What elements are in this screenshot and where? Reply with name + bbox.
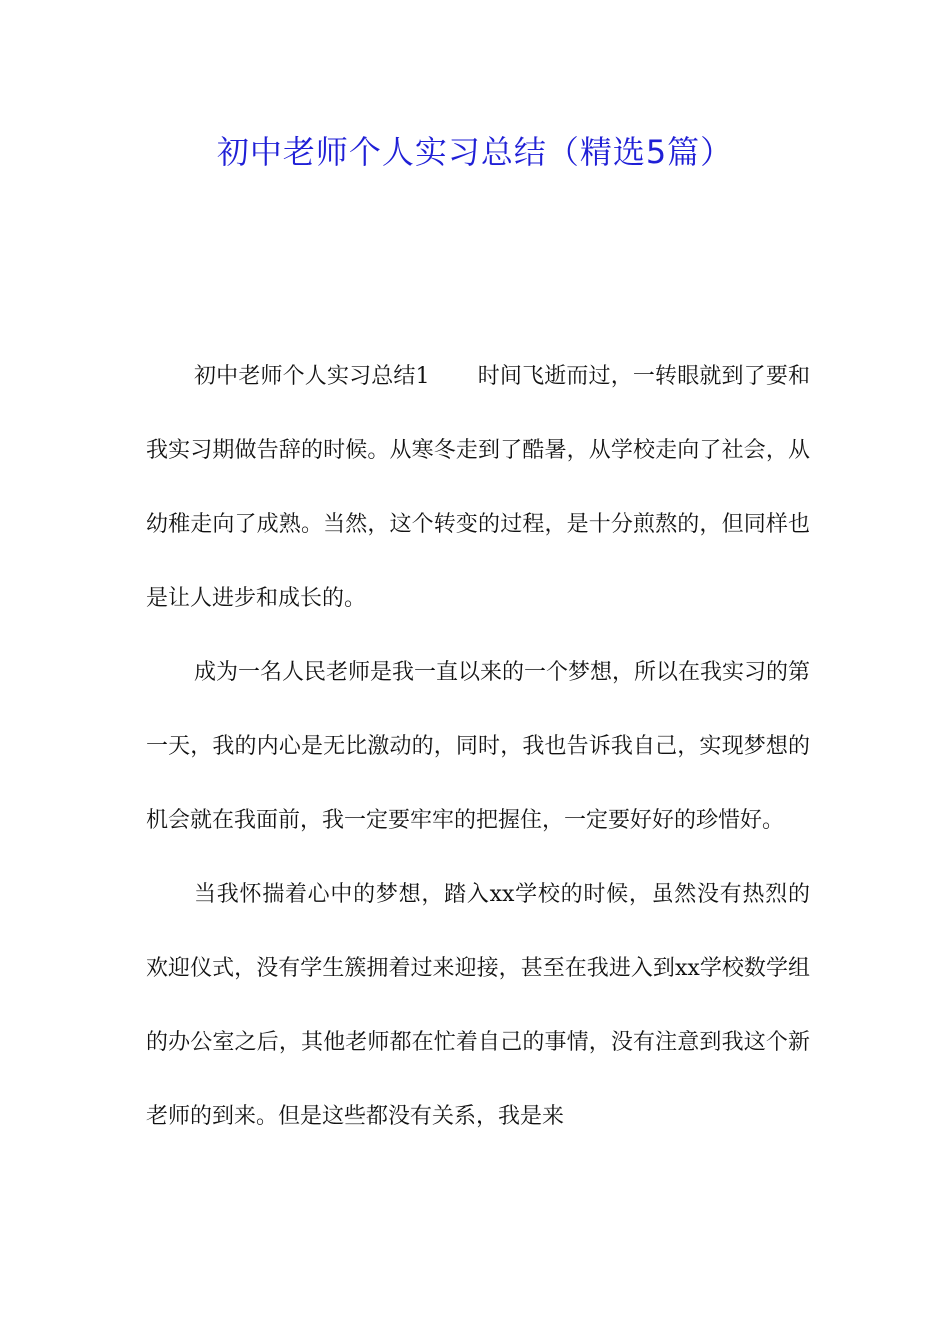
document-body [146,340,810,1154]
paragraph-text: 时间飞逝而过，一转眼就到了要和我实习期做告辞的时候。从寒冬走到了酷暑，从学校走向了社会，从幼稚走向了成熟。当然，这个转变的过程，是十分煎熬的，但同样也是让人进步和成长的。 [146,364,810,611]
paragraph-3 [146,858,810,1154]
paragraph-text: 成为一名人民老师是我一直以来的一个梦想，所以在我实习的第一天，我的内心是无比激动的，同时，我也告诉我自己，实现梦想的机会就在我面前，我一定要牢牢的把握住，一定要好好的珍惜好。 [146,660,811,833]
document-title: 初中老师个人实习总结（精选5篇） [216,133,734,171]
paragraph-1 [146,340,810,636]
paragraph-text: 当我怀揣着心中的梦想，踏入xx学校的时候，虽然没有热烈的欢迎仪式，没有学生簇拥着过来迎接，甚至在我进入到xx学校数学组的办公室之后，其他老师都在忙着自己的事情，没有注意到我这个新老师的到来。但是这些都没有关系，我是来 [146,882,810,1129]
paragraph-2 [146,636,810,858]
section-heading: 初中老师个人实习总结1 [194,364,430,389]
